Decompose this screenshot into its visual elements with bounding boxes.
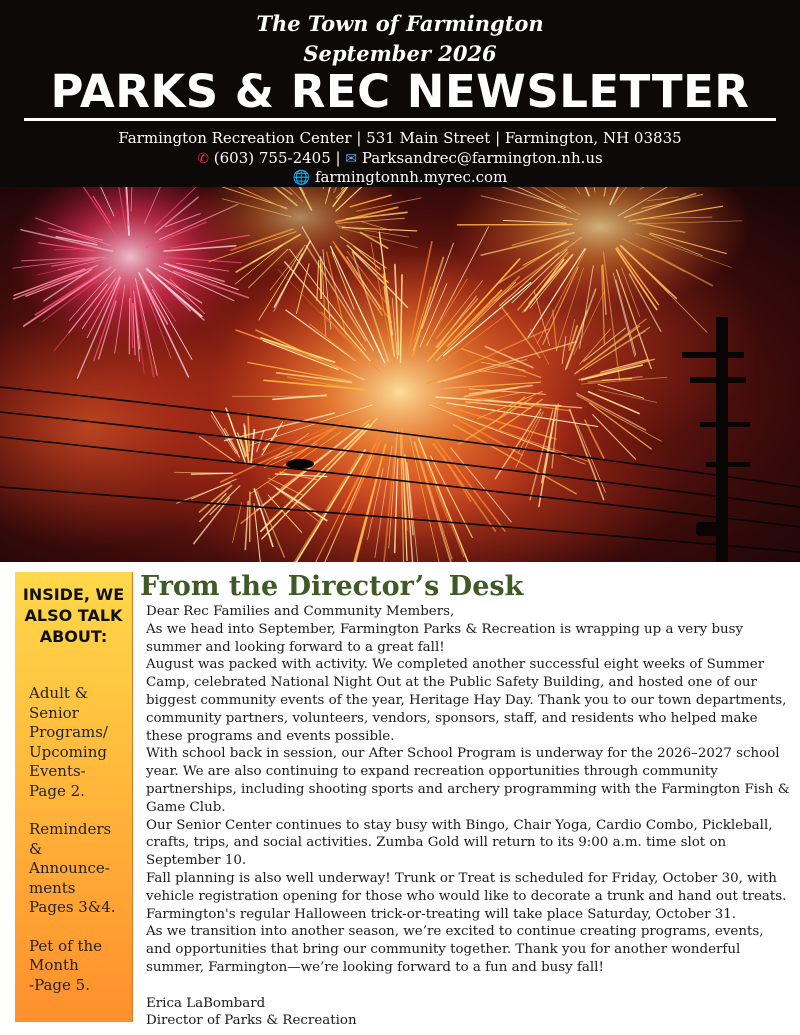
title-underline xyxy=(24,118,776,121)
phone-number[interactable]: (603) 755-2405 xyxy=(213,149,331,167)
website-link[interactable]: farmingtonnh.myrec.com xyxy=(314,168,508,186)
inside-sidebar xyxy=(15,572,133,1022)
email-icon: ✉ xyxy=(345,151,358,167)
sidebar-line: Senior xyxy=(29,703,79,722)
sidebar-list xyxy=(29,684,129,1014)
town-name: The Town of Farmington xyxy=(256,11,544,36)
phone-email-line xyxy=(0,149,800,169)
address-line: Farmington Recreation Center | 531 Main Street | Farmington, NH 03835 xyxy=(118,129,682,147)
sidebar-item-adult-senior xyxy=(29,684,129,801)
firework-spark xyxy=(191,473,232,474)
article-body xyxy=(146,603,791,1030)
sidebar-heading-line: ALSO TALK xyxy=(24,606,123,625)
article-heading: From the Director’s Desk xyxy=(140,571,524,602)
sidebar-line: Page 2. xyxy=(29,781,85,800)
signature-title: Director of Parks & Recreation xyxy=(146,1013,357,1029)
sidebar-heading-line: INSIDE, WE xyxy=(22,585,125,604)
article-paragraph: Dear Rec Families and Community Members, xyxy=(146,604,455,619)
sidebar-heading xyxy=(15,584,132,647)
sidebar-line: Reminders xyxy=(29,820,112,838)
newsletter-header xyxy=(0,0,800,187)
article-paragraph: As we head into September, Farmington Parks & Recreation is wrapping up a very busy summer and looking forward to a great fall! xyxy=(146,621,744,655)
sidebar-item-pet xyxy=(29,937,129,996)
article-paragraph: With school back in session, our After School Program is underway for the 2026–2027 school year. We are also continuing to expand recreation opportunities through community partnerships, including shooting sports and archery programming with the Farmington Fish & Game Club. xyxy=(146,746,790,815)
sidebar-item-reminders xyxy=(29,820,129,918)
article-paragraph: August was packed with activity. We completed another successful eight weeks of Summer Camp, celebrated National Night Out at the Public Safety Building, and hosted one of our biggest community events of the year, Heritage Hay Day. Thank you to our town departments, community partners, volunteers, vendors, sponsors, staff, and residents who helped make these programs and events possible. xyxy=(146,657,787,744)
firework-spark xyxy=(248,414,249,451)
newsletter-title: PARKS & REC NEWSLETTER xyxy=(50,65,750,118)
sidebar-line: Pages 3&4. xyxy=(29,898,116,916)
issue-date: September 2026 xyxy=(303,41,497,66)
contact-separator: | xyxy=(335,149,341,167)
sidebar-heading-line: ABOUT: xyxy=(39,627,108,646)
sidebar-line: Programs/ xyxy=(29,723,108,741)
sidebar-line: Events- xyxy=(29,762,86,780)
article-paragraph: As we transition into another season, we’re excited to continue creating programs, events, and opportunities that bring our community together. Thank you for another wonderful summer, Farmington—we’re looking forward to a fun and busy fall! xyxy=(146,924,764,975)
sidebar-line: Pet of the xyxy=(29,936,103,955)
sidebar-line: Month xyxy=(29,956,79,974)
sidebar-line: & xyxy=(29,839,43,858)
fireworks-photo xyxy=(0,187,800,562)
phone-icon: ✆ xyxy=(197,151,209,167)
sidebar-line: Announce- xyxy=(29,859,110,877)
sidebar-line: ments xyxy=(29,878,76,897)
sidebar-line: -Page 5. xyxy=(29,975,90,994)
sidebar-line: Upcoming xyxy=(29,742,107,761)
email-address[interactable]: Parksandrec@farmington.nh.us xyxy=(361,149,603,167)
signature-name: Erica LaBombard xyxy=(146,995,266,1011)
globe-icon: 🌐 xyxy=(292,170,311,186)
article-paragraph: Our Senior Center continues to stay busy with Bingo, Chair Yoga, Cardio Combo, Pickleball, crafts, trips, and social activities. Zumba Gold will return to its 9:00 a.m. time slot on September 10. xyxy=(146,817,773,869)
article-paragraph: Fall planning is also well underway! Trunk or Treat is scheduled for Friday, October 30, with vehicle registration opening for those who would like to decorate a trunk and hand out treats. Farmington's regular Halloween trick-or-treating will take place Saturday, October 31. xyxy=(146,870,787,922)
sidebar-line: Adult & xyxy=(29,684,89,702)
website-line xyxy=(0,168,800,188)
